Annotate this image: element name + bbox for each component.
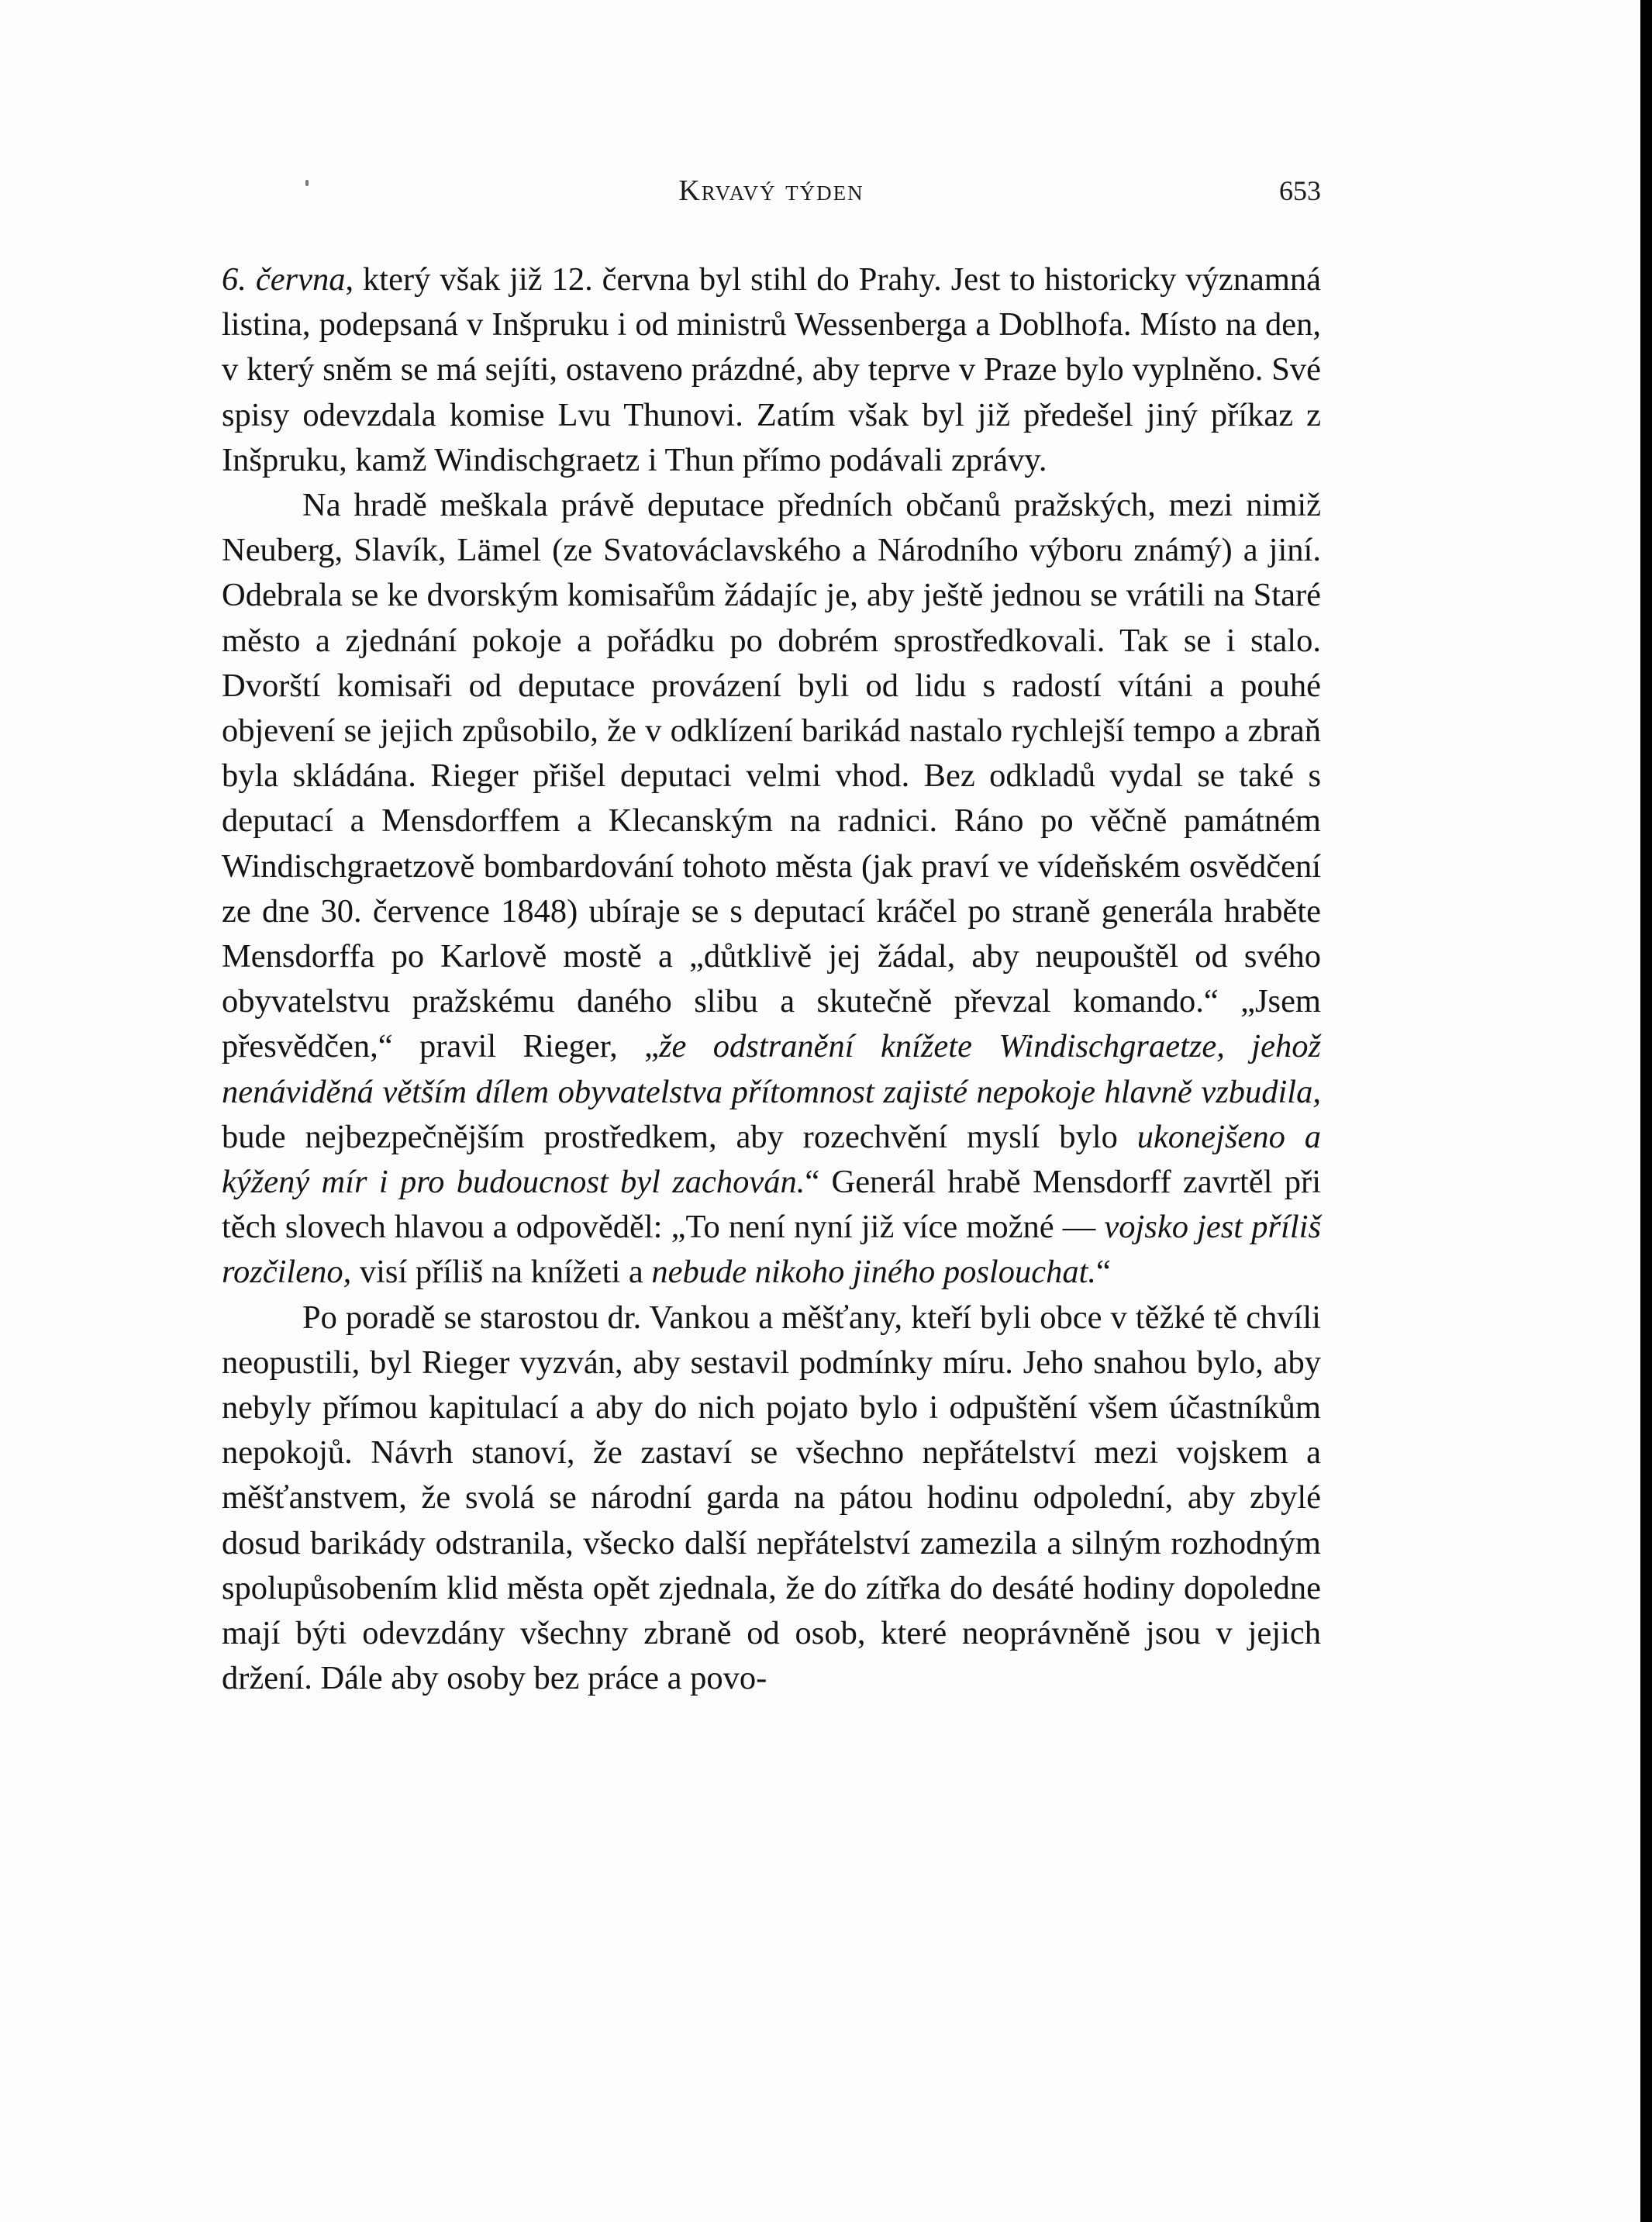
page-header xyxy=(222,167,1321,214)
quote-italic-3: vojsko jest příliš rozčileno, xyxy=(222,1209,1321,1291)
paragraph-1-text: , který však již 12. června byl stihl do Prahy. Jest to historicky významná listina, podepsaná v Inšpruku i od ministrů Wessenberga a Doblhofa. Místo na den, v který sněm se má sejíti, ostaveno prázdné, aby teprve v Praze bylo vyplněno. Své spisy odevzdala komise Lvu Thunovi. Zatím však byl již předešel jiný příkaz z Inšpruku, kamž Windischgraetz i Thun přímo podávali zprávy. xyxy=(222,261,1321,478)
paragraph-2-text-d: visí příliš na knížeti a xyxy=(351,1254,652,1291)
paragraph-2-text-e: “ xyxy=(1096,1254,1111,1291)
quote-italic-1: že odstranění knížete Windischgraetze, jehož nenáviděná větším dílem obyvatelstva přítomnost zajisté nepokoje hlavně vzbudila, xyxy=(222,1028,1321,1110)
quote-italic-4: nebude nikoho jiného poslouchat. xyxy=(651,1254,1097,1291)
paragraph-2 xyxy=(222,483,1321,1296)
paragraph-2-text-a: Na hradě meškala právě deputace předních občanů pražských, mezi nimiž Neuberg, Slavík, Lämel (ze Svatováclavského a Národního výboru známý) a jiní. Odebrala se ke dvorským komisařům žádajíc je, aby ještě jednou se vrátili na Staré město a zjednání pokoje a pořádku po dobrém sprostředkovali. Tak se i stalo. Dvorští komisaři od deputace provázení byli od lidu s radostí vítáni a pouhé objevení se jejich způsobilo, že v odklízení barikád nastalo rychlejší tempo a zbraň byla skládána. Rieger přišel deputaci velmi vhod. Bez odkladů vydal se také s deputací a Mensdorffem a Klecanským na radnici. Ráno po věčně památném Windischgraetzově bombardování tohoto města (jak praví ve vídeňském osvědčení ze dne 30. července 1848) ubíraje se s deputací kráčel po straně generála hraběte Mensdorffa po Karlově mostě a „důtklivě jej žádal, aby neupouštěl od svého obyvatelstvu pražskému daného slibu a skutečně převzal komando.“ „Jsem přesvědčen,“ pravil Rieger, „ xyxy=(222,487,1321,1065)
paragraph-2-text-b: bude nejbezpečnějším prostředkem, aby rozechvění myslí bylo xyxy=(222,1118,1137,1155)
paragraph-1 xyxy=(222,257,1321,483)
paragraph-3-text: Po poradě se starostou dr. Vankou a měšťany, kteří byli obce v těžké tě chvíli neopustili, byl Rieger vyzván, aby sestavil podmínky míru. Jeho snahou bylo, aby nebyly přímou kapitulací a aby do nich pojato bylo i odpuštění všem účastníkům nepokojů. Návrh stanoví, že zastaví se všechno nepřátelství mezi vojskem a měšťanstvem, že svolá se národní garda na pátou hodinu odpolední, aby zbylé dosud barikády odstranila, všecko další nepřátelství zamezila a silným rozhodným spolupůsobením klid města opět zjednala, že do zítřka do desáté hodiny dopoledne mají býti odevzdány všechny zbraně od osob, které neoprávněně jsou v jejich držení. Dále aby osoby bez práce a povo- xyxy=(222,1299,1321,1697)
running-title: Krvavý týden xyxy=(678,174,864,207)
quote-italic-2: ukonejšeno a kýžený mír i pro budoucnost byl zachován. xyxy=(222,1118,1321,1201)
paragraph-2-text-c: “ Generál hrabě Mensdorff zavrtěl při těch slovech hlavou a odpověděl: „To není nyní již více možné — xyxy=(222,1164,1321,1246)
paragraph-3 xyxy=(222,1296,1321,1702)
italic-date: 6. června xyxy=(222,261,346,298)
body-text xyxy=(222,257,1321,1702)
page-number: 653 xyxy=(1279,175,1321,206)
